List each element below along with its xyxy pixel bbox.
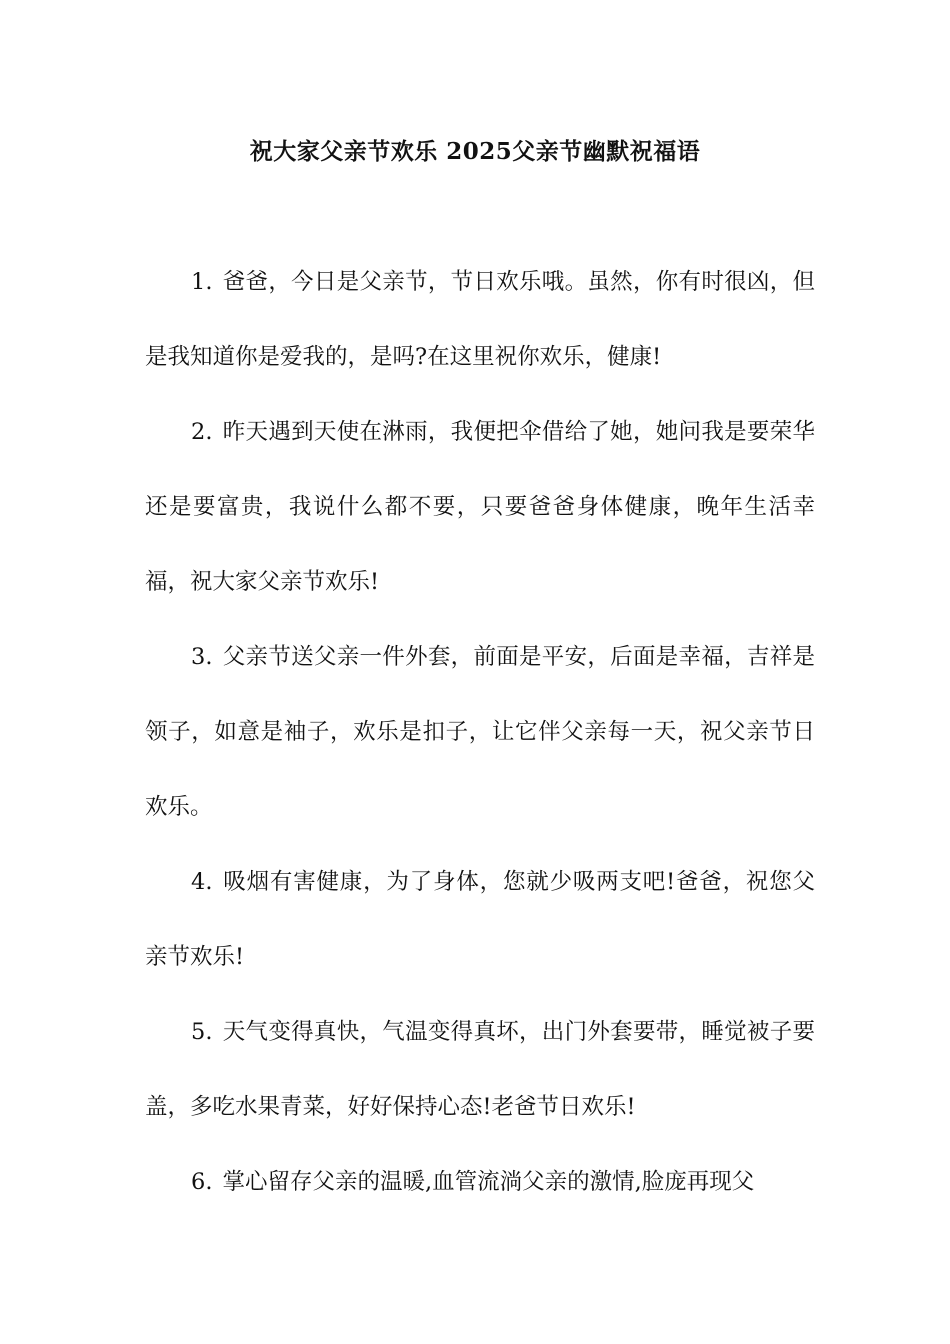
paragraph-2 bbox=[145, 395, 815, 620]
paragraph-text: 父亲节送父亲一件外套，前面是平安，后面是幸福，吉祥是领子，如意是袖子，欢乐是扣子，让它伴父亲每一天，祝父亲节日欢乐。 bbox=[145, 644, 815, 820]
paragraph-number: 2. bbox=[191, 419, 213, 445]
paragraph-1 bbox=[145, 245, 815, 395]
paragraph-3 bbox=[145, 620, 815, 845]
document-body bbox=[145, 245, 815, 1220]
paragraph-text: 掌心留存父亲的温暖,血管流淌父亲的激情,脸庞再现父 bbox=[222, 1169, 755, 1195]
paragraph-number: 1. bbox=[191, 269, 213, 295]
paragraph-5 bbox=[145, 995, 815, 1145]
document-title: 祝大家父亲节欢乐 2025父亲节幽默祝福语 bbox=[249, 138, 701, 165]
paragraph-6 bbox=[145, 1145, 815, 1220]
paragraph-4 bbox=[145, 845, 815, 995]
paragraph-number: 6. bbox=[191, 1169, 213, 1195]
paragraph-number: 3. bbox=[191, 644, 213, 670]
paragraph-number: 4. bbox=[191, 869, 213, 895]
paragraph-text: 天气变得真快，气温变得真坏，出门外套要带，睡觉被子要盖，多吃水果青菜，好好保持心态!老爸节日欢乐! bbox=[145, 1019, 815, 1120]
paragraph-number: 5. bbox=[191, 1019, 213, 1045]
paragraph-text: 昨天遇到天使在淋雨，我便把伞借给了她，她问我是要荣华还是要富贵，我说什么都不要，只要爸爸身体健康，晚年生活幸福，祝大家父亲节欢乐! bbox=[145, 419, 815, 595]
paragraph-text: 爸爸，今日是父亲节，节日欢乐哦。虽然，你有时很凶，但是我知道你是爱我的，是吗?在这里祝你欢乐，健康! bbox=[145, 269, 815, 370]
paragraph-text: 吸烟有害健康，为了身体，您就少吸两支吧!爸爸，祝您父亲节欢乐! bbox=[145, 869, 815, 970]
